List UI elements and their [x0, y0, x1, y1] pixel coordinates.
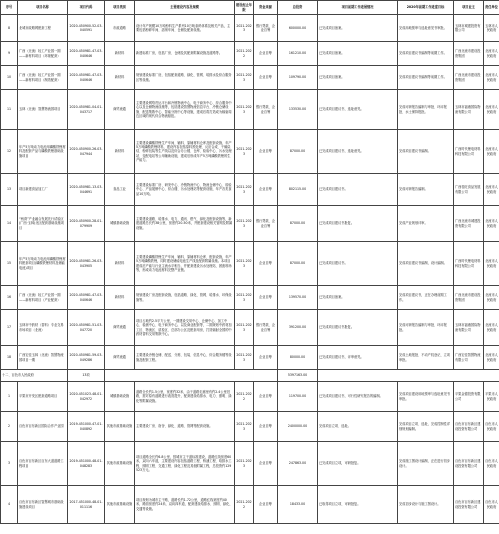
cell-invest: 87000.00 [278, 206, 318, 242]
cell-progress: 完成项目立项、选址。 [318, 412, 398, 442]
cell-invest: 87000.00 [278, 242, 318, 286]
cell-name: 广西（北流）轻工产业园一期——新材料项目（环境配套） [18, 42, 68, 66]
cell-name: 玉林市中药材（香料）专业交易市场项目（北流） [18, 310, 68, 346]
cell-code: 2020-450900-26-03-047944 [68, 130, 105, 174]
cell-scope: 设计年产规模10万吨粉料生产系列10万吨条码体系及相关产品，主要包括粉碎车间、溶剂车间、仓储及配套设施。 [135, 15, 235, 42]
cell-cat: 其他市政基础设施 [105, 412, 135, 442]
cell-scope: 新建标准厂房，包括厂房、仓储及其配套附属设施及道路等。 [135, 42, 235, 66]
cell-name: 百色市百东新区智慧城市基础设施建设项目 [18, 486, 68, 524]
cell-duty: 百色市人民政府 [484, 442, 499, 486]
cell-duty: 北流市人民政府 [484, 42, 499, 66]
section-body [1, 370, 499, 382]
cell-invest: 139570.00 [278, 286, 318, 310]
cell-cat: 新材料 [105, 42, 135, 66]
cell-invest: 161210.00 [278, 42, 318, 66]
cell-cat: 新材料 [105, 242, 135, 286]
cell-cat: 新材料 [105, 286, 135, 310]
cell-name: 年产5万吨动力电池用磷酸铁锂材料及配套产品与磷酸铁锂基础设施项目 [18, 130, 68, 174]
cell-fund: 企业自筹 [254, 442, 278, 486]
cell-years: 2021-2023 [235, 15, 254, 42]
table-row [1, 412, 499, 442]
table-row [1, 15, 499, 42]
cell-fund: 企业自筹 [254, 66, 278, 90]
cell-scope: 项目道路全长约6.8公里，按城市主干道标准建设，道路红线宽度60米，双向六车道，主要建设内容包括道路工程、桥涵工程、给排水工程、照明工程、交通工程、绿化工程及其他附属工程，总投资约129523万元。 [135, 442, 235, 486]
cell-fund: 企业自筹 [254, 174, 278, 206]
cell-name: 北城市政路网配套工程 [18, 15, 68, 42]
table-body-b [1, 382, 499, 524]
section-title: 十二、百色市人民政府 [1, 370, 68, 382]
cell-fund: 企业自筹 [254, 286, 278, 310]
cell-fund: 企业自筹 [254, 42, 278, 66]
cell-target: 完成项目建议书，正在办理前期工作。 [398, 286, 454, 310]
cell-no: 16 [1, 286, 18, 310]
cell-duty: 玉林市人民政府 [484, 15, 499, 42]
cell-years: 2021-2023 [235, 174, 254, 206]
table-row [1, 66, 499, 90]
cell-progress: 已完成项目立项，可研批复。 [318, 442, 398, 486]
cell-code: 2019-451000-48-01-048283 [68, 442, 105, 486]
table-row [1, 382, 499, 412]
cell-code: 2020-451023-48-01-042972 [68, 382, 105, 412]
cell-duty: 百色市人民政府 [484, 486, 499, 524]
cell-code: 2020-450981-26-03-043905 [68, 242, 105, 286]
cell-owner: 广西时代锂电材料科技有限公司 [454, 130, 484, 174]
cell-progress: 已完成项目备案。 [318, 42, 398, 66]
cell-no: 11 [1, 90, 18, 130]
cell-owner: 广西时代锂电材料科技有限公司 [454, 242, 484, 286]
cell-progress: 已完成项目建议书，选址意见。 [318, 90, 398, 130]
cell-target: 完成项目建议书编制，设计编制。 [398, 242, 454, 286]
cell-years: 2021-2023 [235, 206, 254, 242]
table-row [1, 346, 499, 370]
section-count: 13项 [68, 370, 105, 382]
cell-scope: 道路全长约1.5公里，宽度约32米，由于道路走廊里有约2.4公里旧路，需对原有道路进行改造提升，配套建设给排水、电力、照明、绿化等附属设施。 [135, 382, 235, 412]
cell-cat: 城镇基础设施 [105, 382, 135, 412]
header-name: 项目名称 [18, 1, 68, 15]
cell-years: 2021-2023 [235, 130, 254, 174]
cell-progress: 已完成项目建议书，可行性研究报告的编制。 [318, 382, 398, 412]
cell-progress: 已完成项目备案。 [318, 66, 398, 90]
cell-duty: 北流市人民政府 [484, 310, 499, 346]
cell-duty: 北流市人民政府 [484, 174, 499, 206]
cell-no: 8 [1, 15, 18, 42]
cell-code: 2019-451000-47-01-040892 [68, 412, 105, 442]
section-row [1, 370, 499, 382]
cell-target: 完成项目立项、选址，完成控制性详细规划编制。 [398, 412, 454, 442]
cell-name: 项目新建食品加工厂 [18, 174, 68, 206]
cell-duty: 北流市人民政府 [484, 242, 499, 286]
cell-years: 2021-2023 [235, 286, 254, 310]
cell-code: 2020-450981-51-03-047720 [68, 310, 105, 346]
cell-fund: 银行贷款、企业自筹 [254, 15, 278, 42]
cell-cat: 商贸流通 [105, 310, 135, 346]
table-row [1, 442, 499, 486]
header-progress: 项目前期工作进展情况 [318, 1, 398, 15]
cell-owner: 广西北流市城建投资有限公司 [454, 206, 484, 242]
cell-progress: 已完成项目备案。 [318, 286, 398, 310]
cell-target: 完成项目建议书编制。 [398, 130, 454, 174]
table-row [1, 206, 499, 242]
cell-no: 17 [1, 310, 18, 346]
cell-scope: 项目规划为城市主干路，道路长约1.72公里，道路红线宽度约40米，路面宽度约24米，双向四车道，配套建设给排水、照明、绿化、交通等设施。 [135, 486, 235, 524]
cell-owner: 玉林市城建投资有限公司 [454, 15, 484, 42]
cell-progress: 已完成项目建议书批复。 [318, 310, 398, 346]
cell-invest: 2400000.00 [278, 412, 318, 442]
header-owner: 项目业主 [454, 1, 484, 15]
cell-no: 3 [1, 442, 18, 486]
cell-years: 2021-2023 [235, 90, 254, 130]
cell-fund: 企业自筹 [254, 486, 278, 524]
cell-fund: 银行贷款、企业自筹 [254, 206, 278, 242]
cell-invest: 87000.00 [278, 130, 318, 174]
cell-cat: 商贸流通 [105, 346, 135, 370]
cell-invest: 119700.00 [278, 382, 318, 412]
header-no: 序号 [1, 1, 18, 15]
cell-no: 9 [1, 42, 18, 66]
cell-no: 15 [1, 242, 18, 286]
cell-years: 2021-2022 [235, 382, 254, 412]
cell-years: 2021-2023 [235, 66, 254, 90]
section-total: 5397163.00 [278, 370, 318, 382]
table-row [1, 42, 499, 66]
cell-no: 1 [1, 382, 18, 412]
cell-progress: 已完成项目备案。 [318, 15, 398, 42]
cell-progress: 已完成项目建议书批复。 [318, 206, 398, 242]
cell-code: 2017-451000-48-01-011116 [68, 486, 105, 524]
cell-owner: 广西北流市建设投资集团 [454, 286, 484, 310]
cell-cat: 城镇基础设施 [105, 206, 135, 242]
cell-no: 18 [1, 346, 18, 370]
cell-fund: 银行贷款、企业自筹 [254, 90, 278, 130]
cell-no: 4 [1, 486, 18, 524]
cell-target: 完成施工图设计编制，正在进行初步设计。 [398, 442, 454, 486]
cell-duty: 北流市人民政府 [484, 206, 499, 242]
cell-owner: 广西北流市建设投资集团 [454, 66, 484, 90]
cell-name: “两湾”产业融合发展先行试验区(广西·玉林)北区配套基础设施项目 [18, 206, 68, 242]
cell-target: 完成初步设计与施工图设计。 [398, 486, 454, 524]
table-row [1, 310, 499, 346]
header-duty: 责任单位 [484, 1, 499, 15]
cell-no: 10 [1, 66, 18, 90]
cell-code: 2020-450981-47-03-040646 [68, 66, 105, 90]
cell-duty: 北流市人民政府 [484, 286, 499, 310]
header-investment: 总投资 [278, 1, 318, 15]
cell-invest: 391200.00 [278, 310, 318, 346]
cell-target: 完成可研报告编制与审批、环评报批、水土保持报批。 [398, 90, 454, 130]
cell-invest: 133530.00 [278, 90, 318, 130]
cell-scope: 规划建设厂房及配套设施，包括道路、绿化、管网、给排水、环保设施等。 [135, 286, 235, 310]
table-row [1, 90, 499, 130]
cell-no: 12 [1, 130, 18, 174]
cell-scope: 主要建设磷酸铁锂生产车间、辅料、原辅材料仓库、配套设施，年产5万吨磷酸铁锂，同时建设储能电池生产线及配套附属设施。本项目建成后产能与行业主流水平相当，并配套建设污水处理站、固废堆场等，形成动力电池材料完整产业链。 [135, 242, 235, 286]
cell-cat: 新材料 [105, 130, 135, 174]
cell-code: 2020-450900-28-01-079909 [68, 206, 105, 242]
cell-owner: 百色市百东新区建设投资有限公司 [454, 486, 484, 524]
cell-invest: 80000.00 [278, 346, 318, 370]
cell-progress: 已完成项目建议书。 [318, 174, 398, 206]
header-years: 建设起止年限 [235, 1, 254, 15]
cell-code: 2020-450981-47-03-040646 [68, 42, 105, 66]
cell-target: 完成产业规划评审。 [398, 206, 454, 242]
cell-name: 年产5万吨动力电池用磷酸铁锂材料配套项目(磷酸铁锂材料及储能电池)项目 [18, 242, 68, 286]
cell-fund: 企业自筹 [254, 346, 278, 370]
cell-fund: 企业自筹 [254, 412, 278, 442]
header-row [1, 1, 499, 15]
cell-cat: 其他市政基础设施 [105, 486, 135, 524]
cell-progress: 已完成项目建议书，评审意见。 [318, 346, 398, 370]
cell-name: 广西（北流）轻工产业园一期——新材料项目（产业配套） [18, 286, 68, 310]
cell-name: 广西（北流）轻工产业园一期——新材料项目（制造配套） [18, 66, 68, 90]
table-body-a [1, 15, 499, 370]
cell-duty: 北流市人民政府 [484, 130, 499, 174]
cell-no: 14 [1, 206, 18, 242]
cell-years: 2021-2022 [235, 42, 254, 66]
cell-progress: 已取得项目立项、可研批复。 [318, 486, 398, 524]
cell-fund: 银行贷款、企业自筹 [254, 310, 278, 346]
cell-invest: 18433.00 [278, 486, 318, 524]
header-code: 项目代码 [68, 1, 105, 15]
cell-target: 完成项目建议书编制等前期工作。 [398, 42, 454, 66]
table-row [1, 130, 499, 174]
cell-code: 2020-450900-52-03-040591 [68, 15, 105, 42]
table-row [1, 286, 499, 310]
cell-no: 13 [1, 174, 18, 206]
cell-target: 完成可研报告编制。 [398, 174, 454, 206]
cell-invest: 109790.00 [278, 66, 318, 90]
cell-duty: 北流市人民政府 [484, 346, 499, 370]
cell-cat: 商贸流通 [105, 90, 135, 130]
cell-target: 完成可研报告编制与审批、环评报批。 [398, 310, 454, 346]
cell-duty: 北流市人民政府 [484, 90, 499, 130]
cell-fund: 企业自筹 [254, 382, 278, 412]
cell-duty: 百色市人民政府 [484, 412, 499, 442]
cell-years: 2021-2023 [235, 442, 254, 486]
cell-scope: 主要建设网络货运平台和冷链物流中心，电子商务中心、综合服务中心以及仓储物流设施等，包括建设智慧物流信息平台、冷链仓储设施、配送集散中心、智能分拣中心等设施，建成后将打造成为辐射周边区域的现代综合物流枢纽。 [135, 90, 235, 130]
cell-scope: 项目占地约2.5平方公里，一期建设交易中心、仓储中心、加工中心、检测中心、电子商务中心，以及商业配套等，二期规划中药材加工区、物流区、质检区、总部办公区及配套用房，打造辐射全国的中药材香料交易集散中心。 [135, 310, 235, 346]
header-scope: 主要建设内容及规模 [135, 1, 235, 15]
header-fund: 资金来源 [254, 1, 278, 15]
cell-name: 玉林（北流）智慧物流园项目 [18, 90, 68, 130]
cell-years: 2021-2023 [235, 412, 254, 442]
cell-progress: 已完成项目建议书。 [318, 242, 398, 286]
cell-owner: 广西宏佳智慧物流有限公司 [454, 346, 484, 370]
cell-progress: 已完成项目建议书，选址意见。 [318, 130, 398, 174]
header-category: 项目类别 [105, 1, 135, 15]
table-row [1, 242, 499, 286]
cell-owner: 平果金德投资有限公司 [454, 382, 484, 412]
cell-scope: 主要建设磷酸铁锂生产车间、辅料、原辅材料仓库及配套设施，年产5万吨磷酸铁锂材料，建设内容包括原料预处理、反应合成、干燥烧结、粉碎包装等生产线以及综合办公楼、仓库、检验中心、污水处理站、变配电站等公用辅助设施，建成后形成年产5万吨磷酸铁锂的生产能力。 [135, 130, 235, 174]
cell-code: 2020-450981-47-03-040646 [68, 286, 105, 310]
cell-name: 平果市开发区配套道路项目 [18, 382, 68, 412]
cell-no: 2 [1, 412, 18, 442]
table-row [1, 486, 499, 524]
cell-owner: 百色市百东新区建设投资有限公司 [454, 442, 484, 486]
cell-years: 2021-2023 [235, 242, 254, 286]
cell-owner: 广西北流市建设投资集团 [454, 42, 484, 66]
cell-scope: 规划建设标准厂房，包括配套道路、绿化、管网、给排水及综合服务区等设施。 [135, 66, 235, 90]
cell-cat: 其他市政基础设施 [105, 442, 135, 486]
cell-target: 完成土地报批、不动产权登记、立项审批。 [398, 346, 454, 370]
cell-scope: 主要建设道路、给排水、电力、通讯、燃气、绿化及配套设施等，新建道路总长约38公里，宽度约20-50米，并配套建设相关管网及附属设施。 [135, 206, 235, 242]
cell-duty: 北流市人民政府 [484, 66, 499, 90]
cell-fund: 企业自筹 [254, 242, 278, 286]
cell-code: 2020-450981-13-03-044691 [68, 174, 105, 206]
cell-name: 百色市百东新区国际合作产业园 [18, 412, 68, 442]
cell-code: 2020-450981-04-01-043717 [68, 90, 105, 130]
cell-owner: 百色市百东新区建设投资有限公司 [454, 412, 484, 442]
cell-invest: 802115.00 [278, 174, 318, 206]
cell-invest: 600000.00 [278, 15, 318, 42]
cell-fund: 企业自筹 [254, 130, 278, 174]
header-target: 2020年前期工作进度目标 [398, 1, 454, 15]
cell-cat: 新材料 [105, 66, 135, 90]
cell-years: 2021-2022 [235, 486, 254, 524]
cell-name: 百色市百东新区百东大道道路工程项目 [18, 442, 68, 486]
cell-owner: 玉林市福港国际物流有限公司 [454, 90, 484, 130]
cell-duty: 平果市人民政府 [484, 382, 499, 412]
cell-years: 2021-2023 [235, 310, 254, 346]
cell-target: 完成用地预审与选址意见书审批。 [398, 15, 454, 42]
cell-target: 完成项目建设用地预审与选址意见书审批。 [398, 382, 454, 412]
cell-years: 2021-2023 [235, 346, 254, 370]
cell-scope: 主要建设冷链仓储、配送、分拣、包装、信息中心、综合服务楼等设施及配套工程。 [135, 346, 235, 370]
cell-owner: 玉林市福港国际物流有限公司 [454, 310, 484, 346]
cell-cat: 食品工业 [105, 174, 135, 206]
cell-owner: 广西桂旺食品发展有限公司 [454, 174, 484, 206]
table-row [1, 174, 499, 206]
cell-name: 广西宏佳玉林（北流）智慧物流园项目一期 [18, 346, 68, 370]
cell-scope: 主要建设标准厂房、研发中心、冷链物流中心、物流仓储中心、检验中心、产品展销中心、综合楼、污水处理站等配套设施，年产各类食品10万吨。 [135, 174, 235, 206]
cell-target: 完成项目建议书编制等前期工作。 [398, 66, 454, 90]
cell-cat: 市政道路 [105, 15, 135, 42]
cell-scope: 主要建设厂房、宿舍、绿化、道路、管网等配套设施。 [135, 412, 235, 442]
cell-invest: 247863.00 [278, 442, 318, 486]
cell-code: 2020-450981-59-03-049286 [68, 346, 105, 370]
